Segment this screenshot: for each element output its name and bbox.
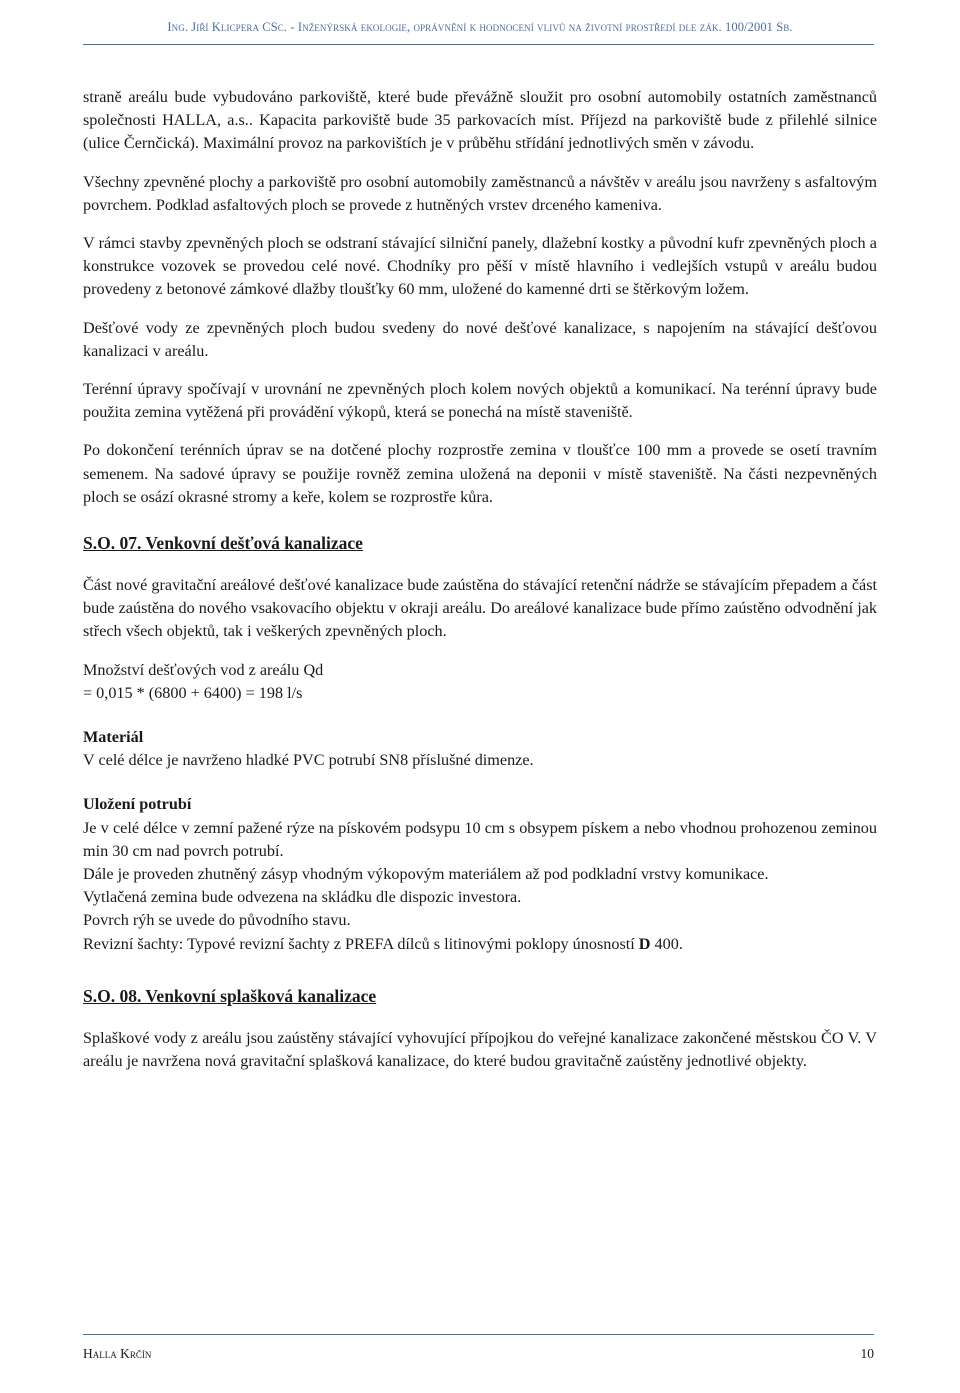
paragraph: straně areálu bude vybudováno parkoviště, které bude převážně sloužit pro osobní automobily ostatních zaměstnanců společnosti HALLA, a.s.. Kapacita parkoviště bude 35 parkovacích míst. Příjezd na parkoviště bude z přilehlé silnice (ulice Černčická). Maximální provoz na parkovištích je v průběhu střídání jednotlivých směn v závodu. [83, 88, 877, 153]
paragraph: Všechny zpevněné plochy a parkoviště pro osobní automobily zaměstnanců a návštěv v areálu jsou navrženy s asfaltovým povrchem. Podklad asfaltových ploch se provede z hutněných vrstev drceného kameniva. [83, 172, 877, 214]
ulozeni-line: Dále je proveden zhutněný zásyp vhodným výkopovým materiálem až pod podkladní vrstvy komunikace. [83, 865, 769, 884]
paragraph: Terénní úpravy spočívají v urovnání ne zpevněných ploch kolem nových objektů a komunikací. Na terénní úpravy bude použita zemina vytěžená při provádění výkopů, která se ponechá na místě staveniště. [83, 380, 877, 422]
paragraph: Po dokončení terénních úprav se na dotčené plochy rozprostře zemina v tloušťce 100 mm a provede se osetí travním semenem. Na sadové úpravy se použije rovněž zemina uložená na deponii v místě staveniště. Na části nezpevněných ploch se osází okrasné stromy a keře, kolem se rozprostře kůra. [83, 441, 877, 506]
material-title: Materiál [83, 728, 144, 747]
page-number: 10 [860, 1346, 874, 1361]
qd-label: Množství dešťových vod z areálu Qd [83, 660, 324, 679]
section-heading-so08: S.O. 08. Venkovní splašková kanalizace [83, 985, 377, 1006]
document-body [83, 86, 877, 1088]
ulozeni-title: Uložení potrubí [83, 795, 192, 814]
paragraph: Část nové gravitační areálové dešťové kanalizace bude zaústěna do stávající retenční nádrže se stávajícím přepadem a část bude zaústěna do nového vsakovacího objektu v okraji areálu. Do areálové kanalizace bude přímo zaústěno odvodnění jak střech všech objektů, tak i veškerých zpevněných ploch. [83, 576, 877, 641]
header-divider [83, 44, 874, 45]
section-heading-so07: S.O. 07. Venkovní dešťová kanalizace [83, 533, 363, 554]
revizni-class: D [638, 934, 651, 953]
ulozeni-line: Je v celé délce v zemní pažené rýze na pískovém podsypu 10 cm s obsypem pískem a nebo vhodnou prohozenou zeminou min 30 cm nad povrch potrubí. [83, 818, 877, 860]
paragraph: Splaškové vody z areálu jsou zaústěny stávající vyhovující přípojkou do veřejné kanalizace zakončené městskou ČO V. V areálu je navržena nová gravitační splašková kanalizace, do které budou gravitačně zaústěny jednotlivé objekty. [83, 1028, 877, 1071]
revizni-text: Revizní šachty: Typové revizní šachty z PREFA dílců s litinovými poklopy únosností [83, 934, 639, 953]
ulozeni-line-revizni [83, 933, 877, 956]
paragraph: V rámci stavby zpevněných ploch se odstraní stávající silniční panely, dlažební kostky a původní kufr zpevněných ploch a konstrukce vozovek se provedou celé nové. Chodníky pro pěší v místě hlavního i vedlejších vstupů v areálu budou provedeny z betonové zámkové dlažby tloušťky 60 mm, uložené do kamenné drti se štěrkovým ložem. [83, 234, 877, 299]
ulozeni-line: Vytlačená zemina bude odvezena na skládku dle dispozic investora. [83, 888, 522, 907]
footer-divider [83, 1334, 874, 1335]
ulozeni-line: Povrch rýh se uvede do původního stavu. [83, 911, 351, 930]
paragraph: Dešťové vody ze zpevněných ploch budou svedeny do nové dešťové kanalizace, s napojením na stávající dešťovou kanalizaci v areálu. [83, 318, 877, 360]
material-text: V celé délce je navrženo hladké PVC potrubí SN8 příslušné dimenze. [83, 751, 534, 770]
revizni-value: 400. [650, 934, 683, 953]
qd-formula: = 0,015 * (6800 + 6400) = 198 l/s [83, 683, 303, 702]
footer-company: Halla Krčín [83, 1346, 152, 1361]
page-header: Ing. Jiří Klicpera CSc. - Inženýrská ekologie, oprávnění k hodnocení vlivů na životní prostředí dle zák. 100/2001 Sb. [167, 20, 793, 34]
